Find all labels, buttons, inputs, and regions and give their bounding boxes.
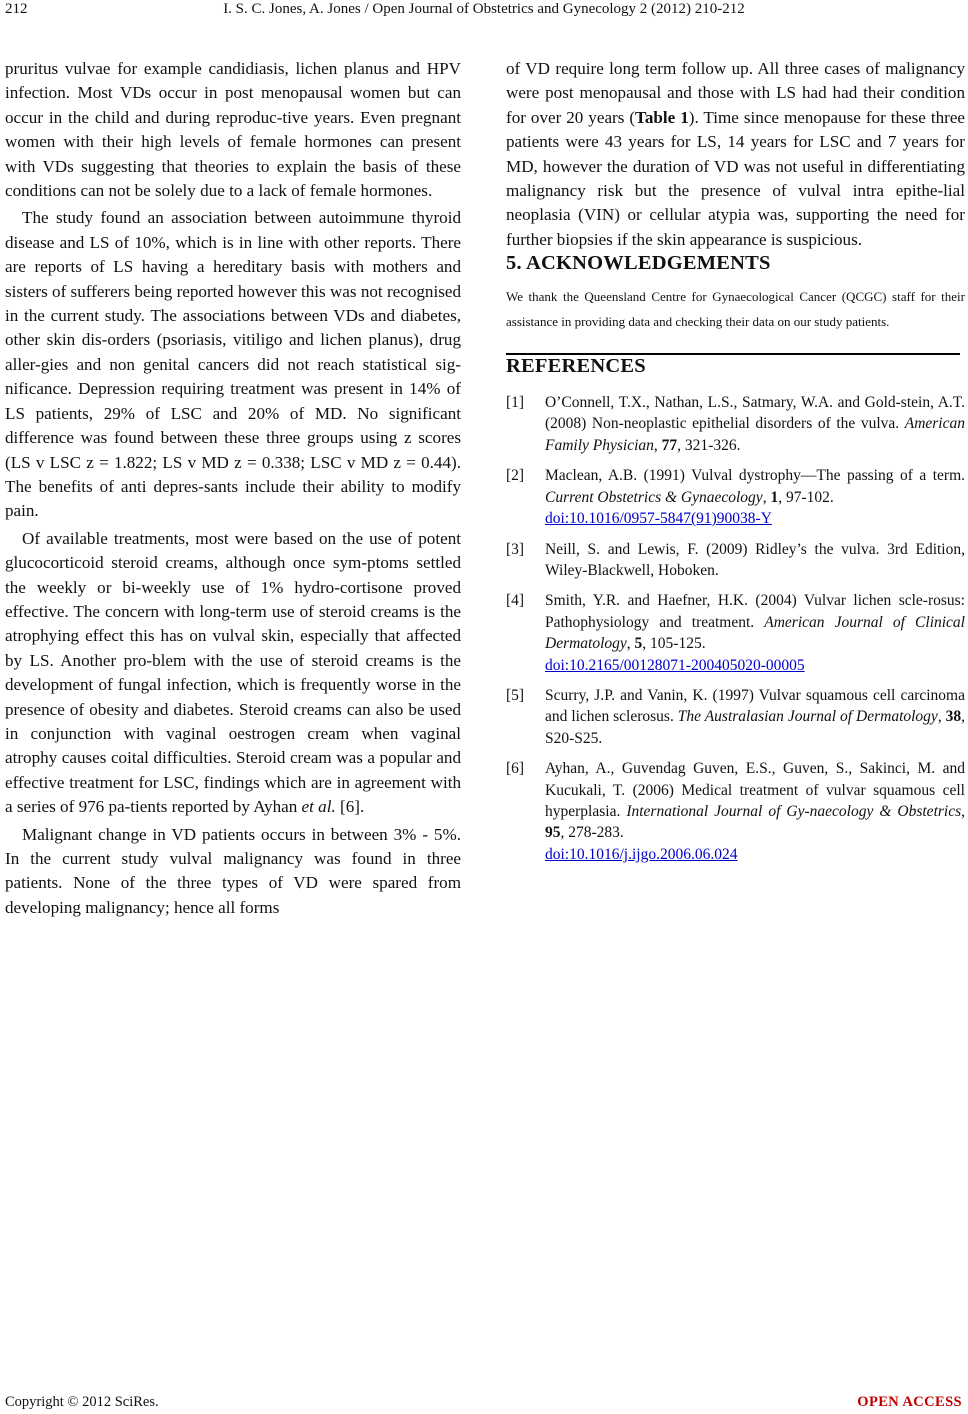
reference-sep: , — [937, 708, 946, 726]
paragraph-5-text-b: ). Time since menopause for these three patients were 43 years for LS, 14 years for LSC and 7 years for MD, however the duration of VD was not useful in differentiating malignancy risk but the presence of vulval intra epithe-lial neoplasia (VIN) or cellular atypia was, supporting the need for further biopsies if the skin appearance is suspicious. — [506, 107, 965, 249]
page-header — [0, 0, 968, 22]
doi-link[interactable]: doi:10.1016/j.ijgo.2006.06.024 — [545, 845, 738, 863]
reference-number: [5] — [506, 686, 525, 704]
reference-pages: , 278-283. — [560, 824, 624, 842]
et-al: et al. — [301, 797, 336, 817]
reference-number: [1] — [506, 394, 525, 412]
reference-volume: 1 — [770, 488, 779, 506]
paragraph-1: pruritus vulvae for example candidiasis, lichen planus and HPV infection. Most VDs occur in post menopausal women but can occur in the child and during reproduc-tive years. Even pregnant women with their high levels of female hormones can present with VDs suggesting that theories to explain the basis of these conditions can not be solely due to a lack of female hormones. — [5, 59, 461, 201]
reference-list — [506, 392, 965, 865]
reference-authors-title: Scurry, J.P. and Vanin, K. (1997) Vulvar squamous cell carcinoma and lichen sclerosus. — [545, 686, 965, 726]
paragraph-4: Malignant change in VD patients occurs in between 3% - 5%. In the current study vulval malignancy was found in three patients. None of the three types of VD were spared from developing malignancy; hence all forms — [5, 824, 461, 917]
reference-volume: 38 — [945, 708, 962, 726]
reference-sep: , — [961, 802, 965, 820]
reference-journal: Current Obstetrics & Gynaecology — [545, 488, 763, 506]
reference-sep: , — [653, 436, 662, 454]
copyright-notice: Copyright © 2012 SciRes. — [5, 1394, 159, 1410]
reference-item — [506, 392, 965, 456]
doi-link[interactable]: doi:10.2165/00128071-200405020-00005 — [545, 656, 805, 674]
reference-volume: 77 — [661, 436, 678, 454]
citation-6[interactable]: [6]. — [335, 797, 365, 817]
reference-number: [6] — [506, 760, 525, 778]
references-heading: REFERENCES — [506, 355, 646, 378]
page-number: 212 — [5, 1, 28, 17]
paragraph-2: The study found an association between autoimmune thyroid disease and LS of 10%, which is in line with other reports. There are reports of LS having a hereditary basis with mothers and sisters of sufferers being reported however this was not recognised in the current study. The associations between VDs and diabetes, other skin dis-orders (psoriasis, vitiligo and lichen planus), drug aller-gies and non genital cancers did not reach statistical sig-nificance. Depression requiring treatment was present in 14% of LS patients, 29% of LSC and 20% of MD. No significant difference was found between these three groups using z scores (LS v LSC z = 1.822; LS v MD z = 0.338; LSC v MD z = 0.44). The benefits of anti depres-sants include their ability to modify pain. — [5, 208, 461, 521]
right-column — [506, 57, 965, 874]
reference-journal: International Journal of Gy-naecology & Obstetrics — [626, 802, 962, 820]
reference-authors-title: Smith, Y.R. and Haefner, H.K. (2004) Vulvar lichen scle-rosus: Pathophysiology and treatment. — [545, 592, 965, 631]
reference-authors-title: O’Connell, T.X., Nathan, L.S., Satmary, W.A. and Gold-stein, A.T. (2008) Non-neoplastic epithelial disorders of the vulva. — [545, 394, 965, 433]
reference-authors-title: Ayhan, A., Guvendag Guven, E.S., Guven, S., Sakinci, M. and Kucukali, T. (2006) Medical treatment of vulvar squamous cell hyperplasia. — [545, 760, 965, 820]
reference-item — [506, 758, 965, 865]
reference-journal: The Australasian Journal of Dermatology — [677, 708, 938, 726]
reference-number: [4] — [506, 592, 525, 610]
doi-link[interactable]: doi:10.1016/0957-5847(91)90038-Y — [545, 510, 772, 528]
reference-sep: , — [762, 488, 771, 506]
paragraph-3 — [5, 527, 461, 820]
reference-pages: , 105-125. — [642, 635, 706, 653]
paragraph-3-text: Of available treatments, most were based on the use of potent glucocorticoid steroid creams, although once sym-ptoms settled the weekly or bi-weekly use of 1% hydro-cortisone proved effective. The concern with long-term use of steroid creams is the atrophying effect this has on vulval skin, especially that affected by LS. Another pro-blem with the use of steroid creams is the development of fungal infection, which is frequently worse in the presence of obesity and diabetes. Steroid creams can also be used in conjunction with vaginal oestrogen cream when vaginal atrophy causes coital difficulties. Steroid cream was a popular and effective treatment for LSC, findings which are in agreement with a series of 976 pa-tients reported by Ayhan — [5, 528, 461, 817]
reference-pages: , 97-102. — [778, 488, 834, 506]
reference-pages: , S20-S25. — [545, 708, 966, 747]
paragraph-5-text-a: of VD require long term follow up. All three cases of malignancy were post menopausal and those with LS had had their condition for over 20 years ( — [506, 59, 965, 127]
reference-authors-title: Neill, S. and Lewis, F. (2009) Ridley’s the vulva. 3rd Edition, Wiley-Blackwell, Hoboken. — [545, 540, 965, 579]
table-1-reference[interactable]: Table 1 — [635, 107, 689, 127]
acknowledgements-heading: 5. ACKNOWLEDGEMENTS — [506, 252, 771, 275]
reference-volume: 5 — [634, 635, 643, 653]
reference-item — [506, 590, 965, 676]
reference-volume: 95 — [545, 824, 561, 842]
reference-number: [2] — [506, 467, 525, 485]
left-column — [5, 57, 461, 920]
reference-item — [506, 685, 965, 749]
reference-journal: American Journal of Clinical Dermatology — [545, 613, 965, 653]
reference-sep: , — [626, 635, 635, 653]
reference-number: [3] — [506, 540, 525, 558]
reference-authors-title: Maclean, A.B. (1991) Vulval dystrophy—The passing of a term. — [545, 467, 965, 485]
reference-item — [506, 465, 965, 529]
page-footer — [0, 1394, 968, 1414]
acknowledgements-text: We thank the Queensland Centre for Gynaecological Cancer (QCGC) staff for their assistance in providing data and checking their data on our study patients. — [506, 289, 965, 329]
running-head: I. S. C. Jones, A. Jones / Open Journal of Obstetrics and Gynecology 2 (2012) 210-212 — [223, 1, 745, 17]
paragraph-5 — [506, 57, 965, 252]
reference-pages: , 321-326. — [677, 436, 741, 454]
open-access-label: OPEN ACCESS — [857, 1394, 962, 1410]
reference-item — [506, 539, 965, 582]
reference-journal: American Family Physician — [545, 415, 965, 454]
